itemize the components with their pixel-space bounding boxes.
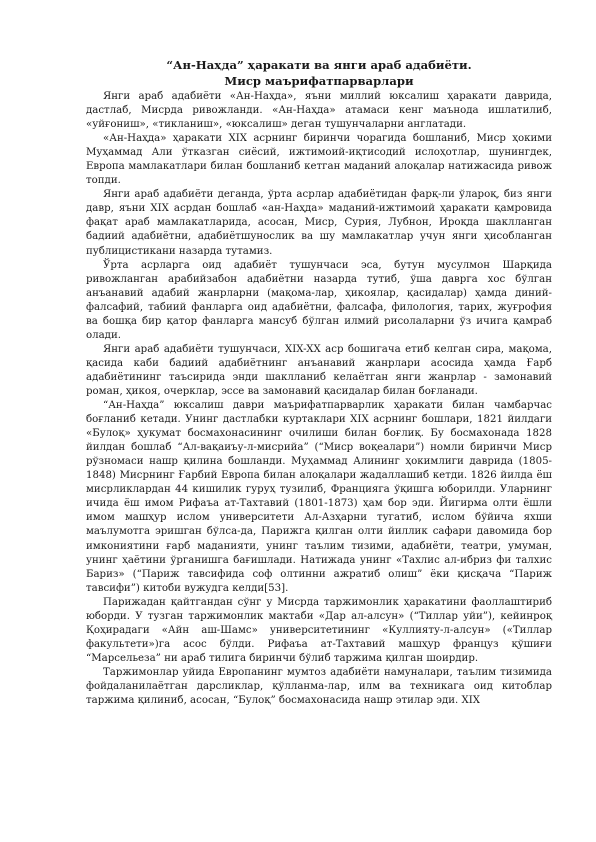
title-line-2: Миср маърифатпарварлари xyxy=(224,73,414,88)
paragraph: «Ан-Наҳда» ҳаракати XIX асрнинг биринчи чорагида бошланиб, Миср ҳокими Муҳаммад Али ўтказган сиёсий, ижтимоий-иқтисодий ислоҳотлар, шунингдек, Европа мамлакатлари билан бошланиб кетган маданий алоқалар натижасида ривож топди. xyxy=(86,133,552,187)
paragraph: Парижадан қайтгандан сўнг у Мисрда таржимонлик ҳаракатини фаоллаштириб юборди. У тузган таржимонлик мактаби «Дар ал-алсун» (“Тиллар уйи”), кейинроқ Қоҳирадаги «Айн аш-Шамс» университетининг «Куллияту-л-алсун» («Тиллар факультети»)га асос бўлди. Рифаъа ат-Тахтавий машҳур француз қўшиғи “Марсельеза” ни араб тилига биринчи бўлиб таржима қилган шоирдир. xyxy=(86,596,552,664)
paragraph: Таржимонлар уйида Европанинг мумтоз адабиёти намуналари, таълим тизимида фойдаланилаётган дарсликлар, қўлланма-лар, илм ва техникага оид китоблар таржима қилиниб, асосан, “Булоқ” босмахонасида нашр этилар эди. XIX xyxy=(86,666,552,707)
paragraph: Янги араб адабиёти тушунчаси, XIX-XX аср бошигача етиб келган сира, мақома, қасида каби бадиий адабиётнинг анъанавий жанрлари асосида ҳамда Ғарб адабиётининг таъсирида энди шаклланиб келаётган янги жанрлар - замонавий роман, ҳикоя, очерклар, эссе ва замонавий қасидалар билан боғланади. xyxy=(86,343,552,397)
paragraph: “Ан-Наҳда” юксалиш даври маърифатпарварлик ҳаракати билан чамбарчас боғланиб кетади. Унинг дастлабки куртаклари XIX асрнинг бошлари, 1821 йилдаги «Булоқ» ҳукумат босмахонасининг очилиши билан боғлиқ. Бу босмахонада 1828 йилдан бошлаб “Ал-вақаиъу-л-мисрийа” (“Миср воқеалари”) номли биринчи Миср рўзномаси нашр қилина бошланди. Муҳаммад Алининг ҳокимлиги даврида (1805-1848) Мисрнинг Ғарбий Европа билан алоқалари жадаллашиб кетди. 1826 йилда ёш мисрликлардан 44 кишилик гуруҳ тузилиб, Францияга ўқишга юборилди. Уларнинг ичида ёш имом Рифаъа ат-Тахтавий (1801-1873) ҳам бор эди. Йигирма олти ёшли имом машҳур ислом университети Ал-Азҳарни тугатиб, ислом бўйича яхши маълумотга эришган бўлса-да, Парижга қилган олти йиллик сафари давомида бор имкониятини ғарб маданияти, унинг таълим тизими, адабиёти, театри, умуман, унинг ҳаётини ўрганишга бағишлади. Натижада унинг «Тахлис ал-ибриз фи талхис Бариз» (“Париж тавсифида соф олтинни ажратиб олиш” ёки қисқача “Париж тавсифи”) китоби вужудга келди[53]. xyxy=(86,400,552,594)
document-body xyxy=(86,90,552,708)
paragraph: Янги араб адабиёти деганда, ўрта асрлар адабиётидан фарқ-ли ўлароқ, биз янги давр, яъни XIX асрдан бошлаб «ан-Наҳда» маданий-ижтимоий ҳаракати қамровида фақат араб мамлакатларида, асосан, Миср, Сурия, Лубнон, Ироқда шаклланган бадиий адабиётни, адабиётшунослик ва шу мамлакатлар учун янги ҳисобланган публицистикани назарда тутамиз. xyxy=(86,189,552,257)
paragraph: Янги араб адабиёти «Ан-Наҳда», яъни миллий юксалиш ҳаракати даврида, дастлаб, Мисрда ривожланди. «Ан-Наҳда» атамаси кенг маънода ишлатилиб, «уйғониш», «тикланиш», «юксалиш» деган тушунчаларни англатади. xyxy=(86,91,552,131)
document-title xyxy=(86,58,552,89)
paragraph: Ўрта асрларга оид адабиёт тушунчаси эса, бутун мусулмон Шарқида ривожланган арабийзабон адабиётни назарда тутиб, ўша даврга хос бўлган анъанавий адабий жанрларни (мақома-лар, ҳикоялар, қасидалар) ҳамда диний-фалсафий, табиий фанларга оид адабиётни, фалсафа, филология, тарих, жуғрофия ва бошқа бир қатор фанларга мансуб бўлган илмий рисолаларни ўз ичига қамраб олади. xyxy=(86,259,552,341)
title-line-1: “Ан-Наҳда” ҳаракати ва янги араб адабиёти. xyxy=(166,58,472,72)
